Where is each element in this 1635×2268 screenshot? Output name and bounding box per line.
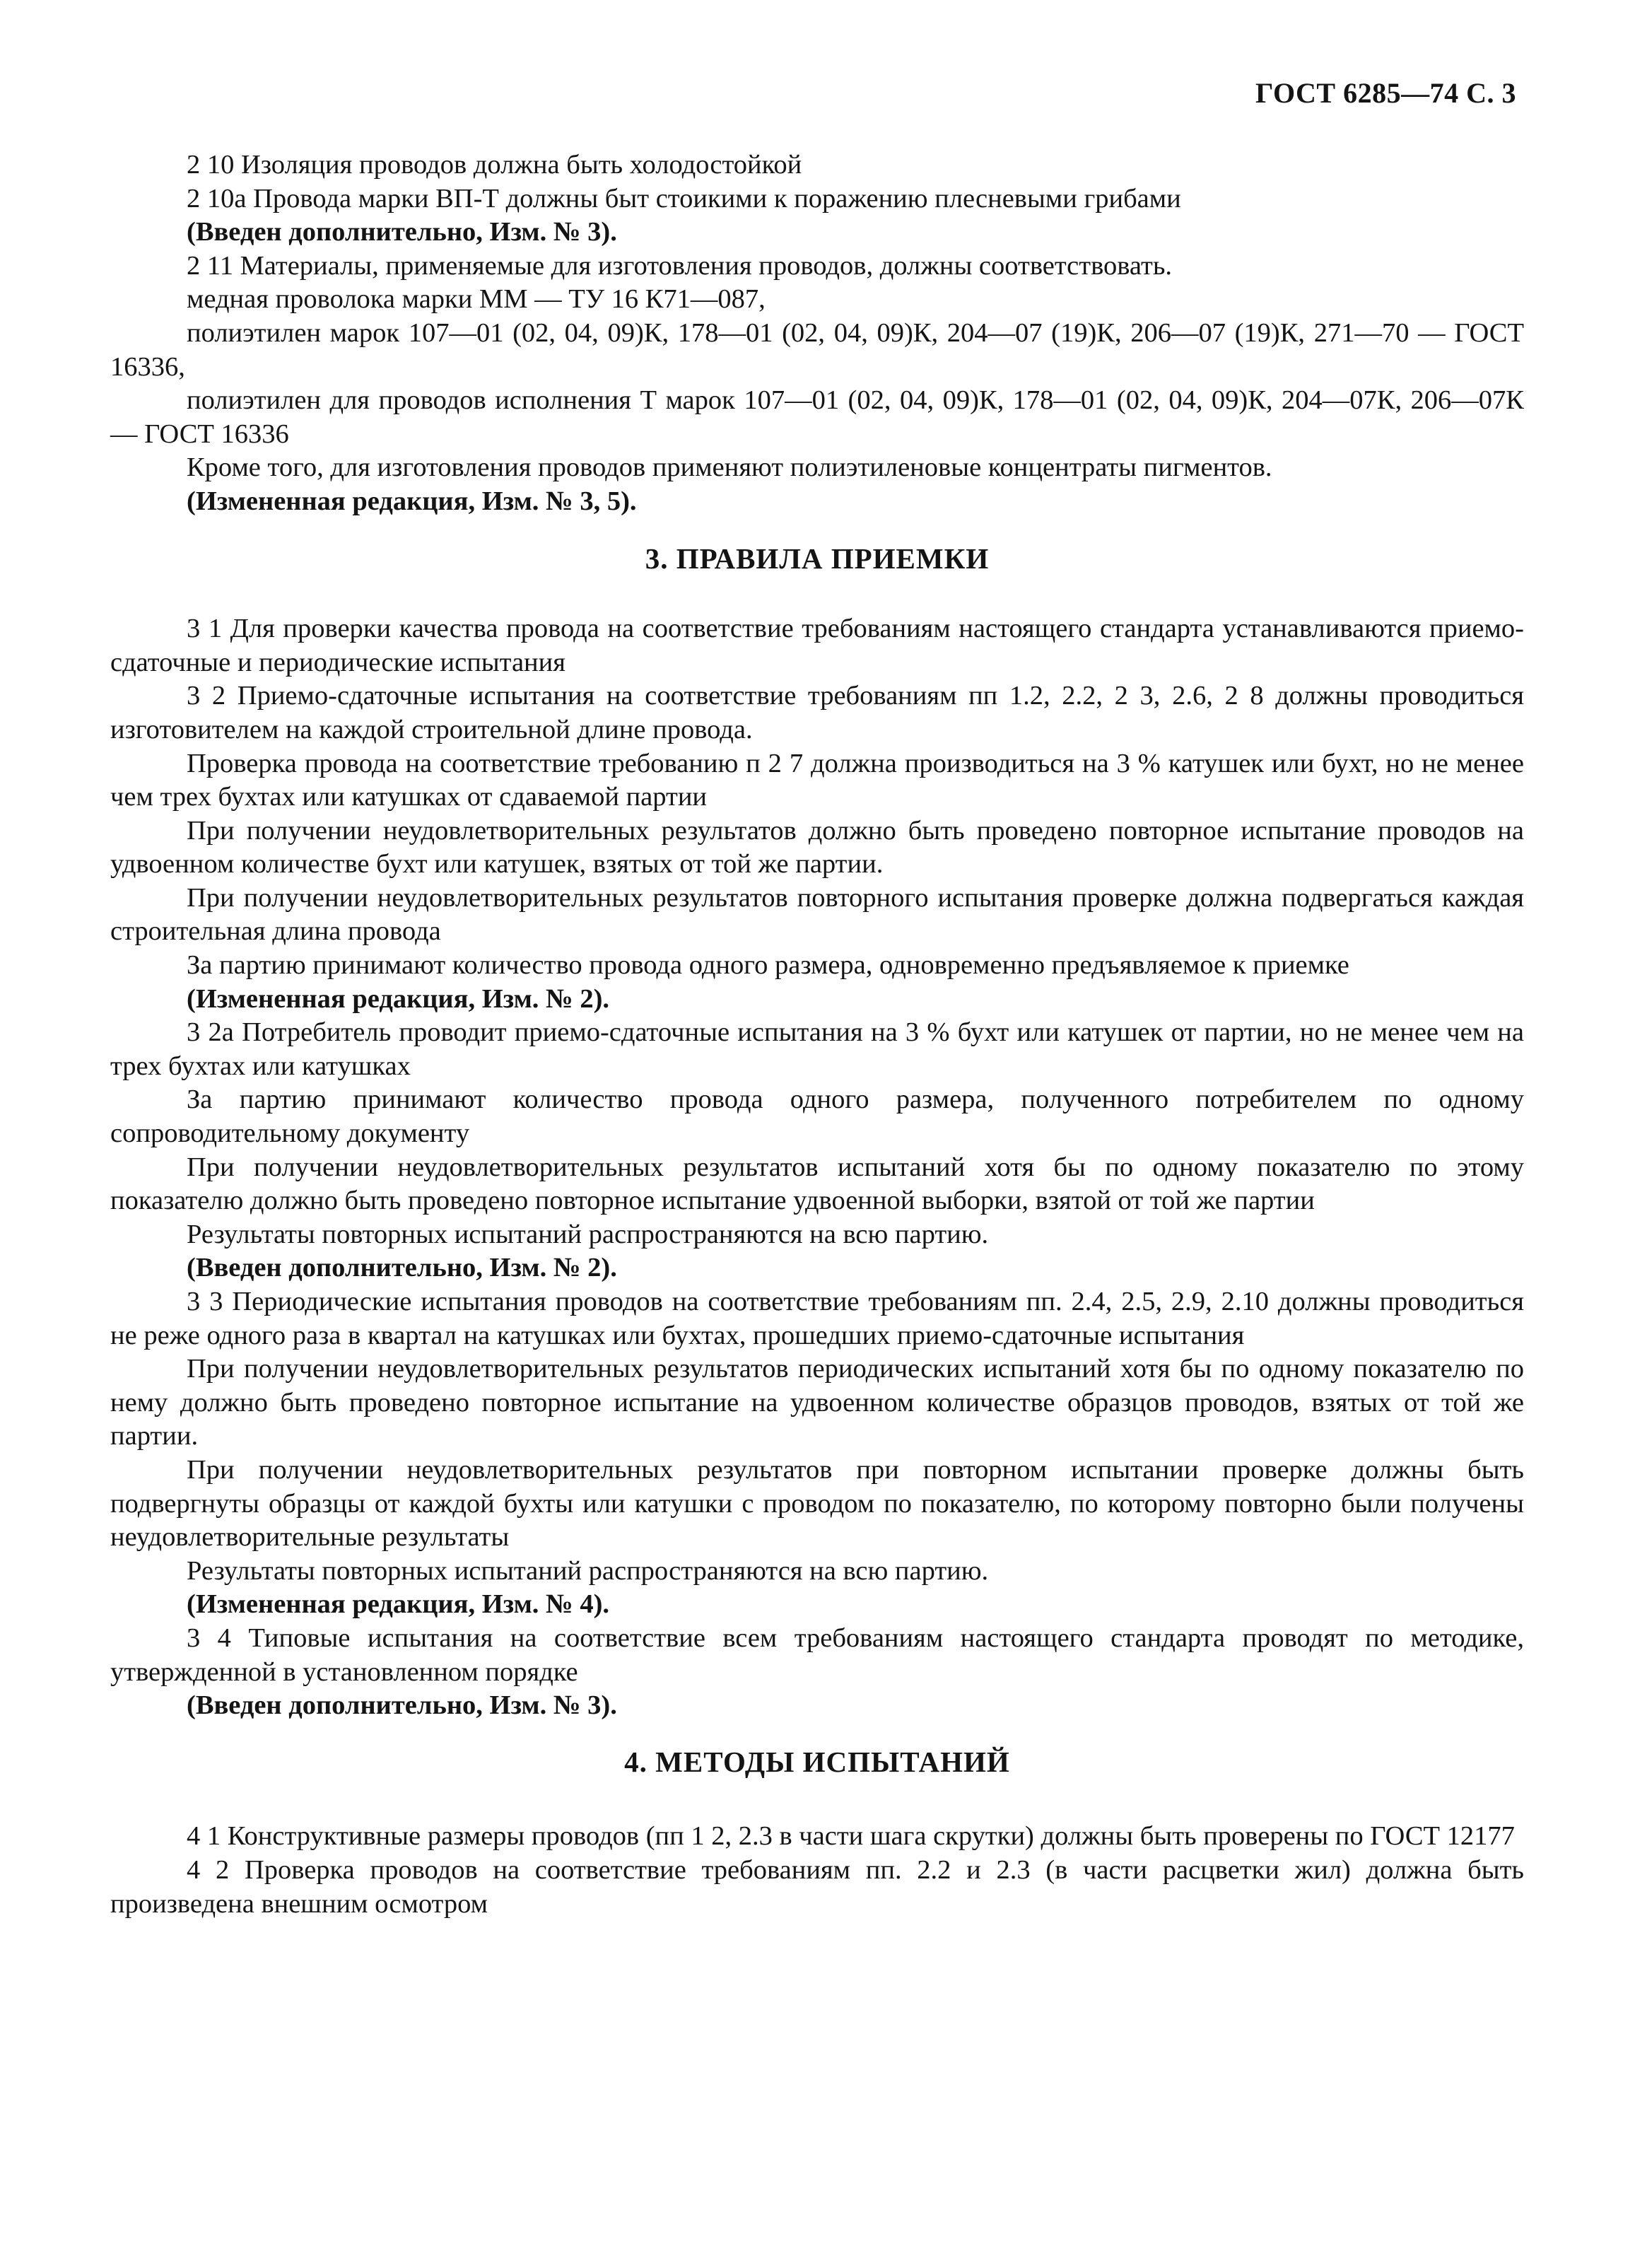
paragraph: При получении неудовлетворительных результатов должно быть проведено повторное испытание проводов на удвоенном количестве бухт или катушек, взятых от той же партии. xyxy=(110,815,1524,879)
paragraph: Результаты повторных испытаний распространяются на всю партию. xyxy=(187,1555,989,1586)
paragraph: 2 10a Провода марки ВП-Т должны быт стоикими к поражению плесневыми грибами xyxy=(187,183,1181,214)
paragraph: 4 2 Проверка проводов на соответствие требованиям пп. 2.2 и 2.3 (в части расцветки жил) должна быть произведена внешним осмотром xyxy=(110,1854,1524,1919)
paragraph: За партию принимают количество провода одного размера, одновременно предъявляемое к приемке xyxy=(187,950,1349,981)
amendment-note: (Введен дополнительно, Изм. № 3). xyxy=(187,1690,617,1721)
paragraph: При получении неудовлетворительных результатов при повторном испытании проверке должны быть подвергнуты образцы от каждой бухты или катушки с проводом по показателю, по которому повторно были получены неудовлетворительные результаты xyxy=(110,1454,1524,1553)
amendment-note: (Измененная редакция, Изм. № 2). xyxy=(187,983,610,1014)
paragraph: При получении неудовлетворительных результатов повторного испытания проверке должна подвергаться каждая строительная длина провода xyxy=(110,882,1524,947)
clause-block-3 xyxy=(110,612,1524,1723)
paragraph: 4 1 Конструктивные размеры проводов (пп 1 2, 2.3 в части шага скрутки) должны быть проверены по ГОСТ 12177 xyxy=(187,1821,1515,1852)
amendment-note: (Измененная редакция, Изм. № 4). xyxy=(187,1589,610,1620)
paragraph: При получении неудовлетворительных результатов периодических испытаний хотя бы по одному показателю по нему должно быть проведено повторное испытание на удвоенном количестве образцов проводов, взятых от той же партии. xyxy=(110,1354,1524,1451)
paragraph: За партию принимают количество провода одного размера, полученного потребителем по одному сопроводительному документу xyxy=(110,1085,1524,1149)
document-body xyxy=(110,148,1524,1921)
paragraph: медная проволока марки ММ — ТУ 16 К71—087, xyxy=(187,284,766,315)
paragraph: 3 2 Приемо-сдаточные испытания на соответствие требованиям пп 1.2, 2.2, 2 3, 2.6, 2 8 должны проводиться изготовителем на каждой строительной длине провода. xyxy=(110,681,1524,744)
paragraph: 3 2a Потребитель проводит приемо-сдаточные испытания на 3 % бухт или катушек от партии, но не менее чем на трех бухтах или катушках xyxy=(110,1017,1524,1081)
amendment-note: (Измененная редакция, Изм. № 3, 5). xyxy=(187,486,637,516)
paragraph: 3 1 Для проверки качества провода на соответствие требованиям настоящего стандарта устанавливаются приемо-сдаточные и периодические испытания xyxy=(110,614,1524,677)
paragraph: полиэтилен для проводов исполнения Т марок 107—01 (02, 04, 09)К, 178—01 (02, 04, 09)К, 204—07К, 206—07К — ГОСТ 16336 xyxy=(110,385,1524,449)
section-title-test-methods: 4. МЕТОДЫ ИСПЫТАНИЙ xyxy=(624,1745,1010,1778)
section-title-acceptance-rules: 3. ПРАВИЛА ПРИЕМКИ xyxy=(645,542,990,575)
paragraph: Кроме того, для изготовления проводов применяют полиэтиленовые концентраты пигментов. xyxy=(187,452,1272,483)
paragraph: Результаты повторных испытаний распространяются на всю партию. xyxy=(187,1219,989,1249)
paragraph: полиэтилен марок 107—01 (02, 04, 09)К, 178—01 (02, 04, 09)К, 204—07 (19)К, 206—07 (19)К, 271—70 — ГОСТ 16336, xyxy=(110,317,1524,382)
paragraph: 2 11 Материалы, применяемые для изготовления проводов, должны соответствовать. xyxy=(187,250,1173,281)
page-header: ГОСТ 6285—74 С. 3 xyxy=(1255,77,1516,109)
amendment-note: (Введен дополнительно, Изм. № 2). xyxy=(187,1253,617,1283)
clause-block-2 xyxy=(110,148,1524,519)
paragraph: 3 4 Типовые испытания на соответствие всем требованиям настоящего стандарта проводят по методике, утвержденной в установленном порядке xyxy=(110,1623,1524,1687)
paragraph: Проверка провода на соответствие требованию п 2 7 должна производиться на 3 % катушек или бухт, но не менее чем трех бухтах или катушках от сдаваемой партии xyxy=(110,748,1524,812)
clause-block-4 xyxy=(110,1820,1524,1921)
amendment-note: (Введен дополнительно, Изм. № 3). xyxy=(187,217,617,247)
paragraph: При получении неудовлетворительных результатов испытаний хотя бы по одному показателю по этому показателю должно быть проведено повторное испытание удвоенной выборки, взятой от той же партии xyxy=(110,1152,1524,1216)
paragraph: 2 10 Изоляция проводов должна быть холодостойкой xyxy=(187,150,802,180)
paragraph: 3 3 Периодические испытания проводов на соответствие требованиям пп. 2.4, 2.5, 2.9, 2.10 должны проводиться не реже одного раза в квартал на катушках или бухтах, прошедших приемо-сдаточные испытания xyxy=(110,1287,1524,1350)
